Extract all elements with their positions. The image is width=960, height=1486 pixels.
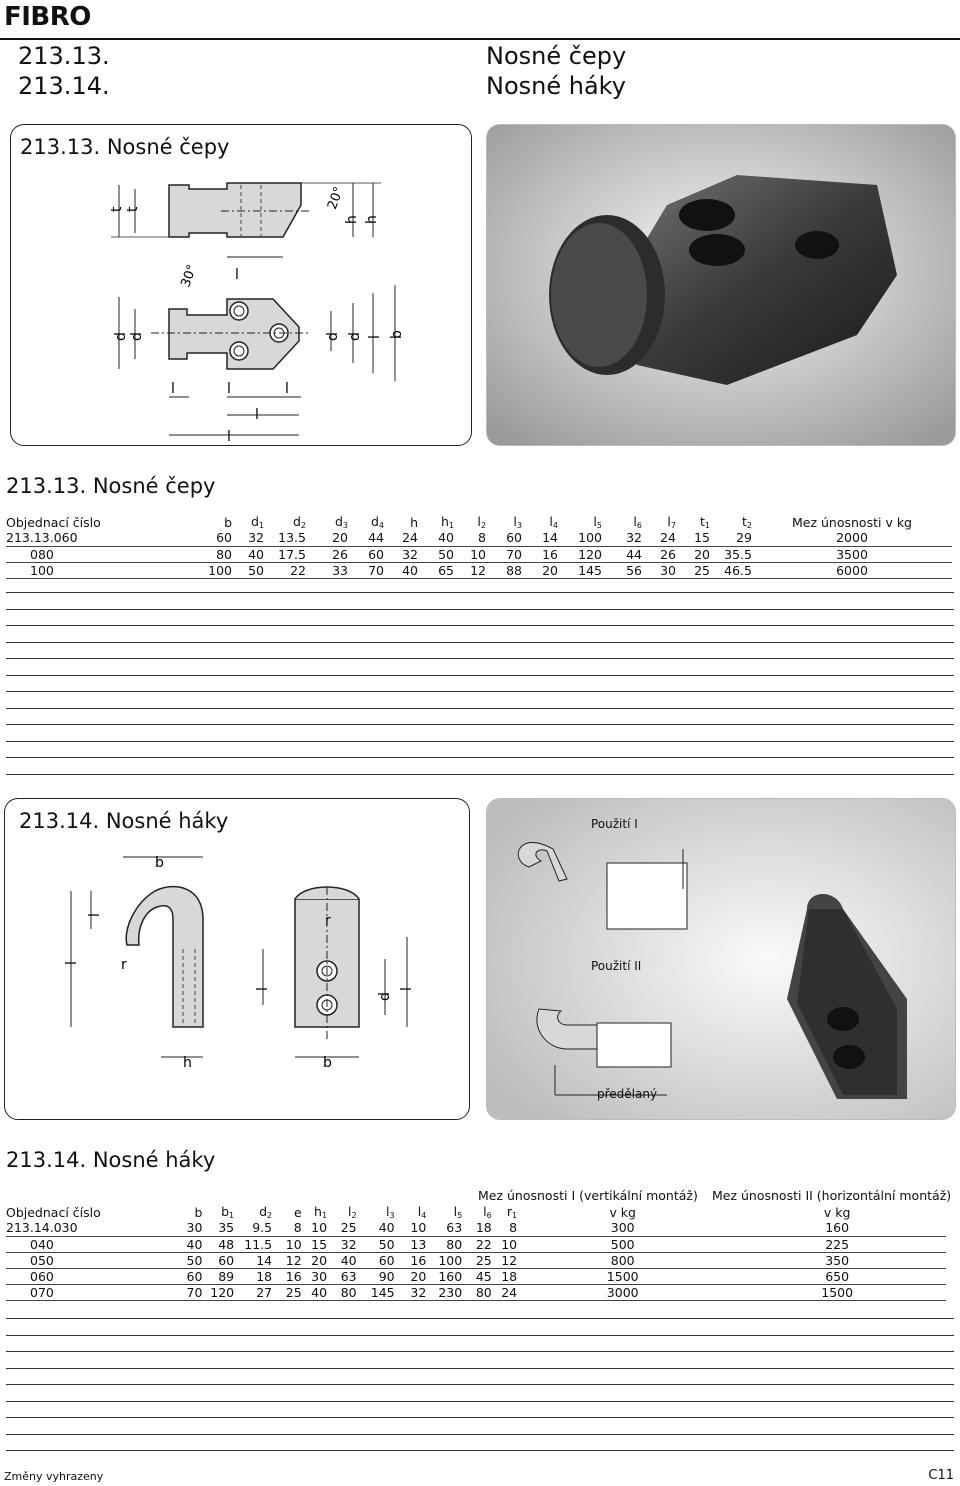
blank-rule [6,1434,954,1435]
hooks-cell: 160 [728,1220,946,1236]
usage-1-label: Použití I [591,817,638,831]
hooks-cell: 63 [327,1268,357,1284]
pins-cell: 100 [6,562,196,578]
table-row [6,530,952,546]
table-row [6,1284,946,1300]
blank-rule [6,609,954,610]
hooks-cell: 20 [395,1268,427,1284]
blank-rule [6,592,954,593]
pins-cell: 88 [486,562,522,578]
hooks-cell: 80 [426,1236,462,1252]
blank-rule [6,1335,954,1336]
hooks-cell: 25 [272,1284,302,1300]
hooks-cell: 350 [728,1252,946,1268]
hooks-cell: 18 [462,1220,492,1236]
pins-cell: 33 [306,562,348,578]
svg-text:d: d [325,332,341,341]
svg-text:l: l [64,961,80,965]
svg-text:l: l [285,381,289,397]
blank-rule [6,1384,954,1385]
pins-header-cell: $d_3$ [334,514,348,530]
hooks-cell: 40 [357,1220,395,1236]
svg-text:d: d [377,992,393,1001]
pins-cell: 29 [710,530,752,546]
pins-header-cell: h [410,514,418,530]
table-row [6,562,952,578]
hooks-cell: 12 [272,1252,302,1268]
pins-cell: 24 [642,530,676,546]
pins-cell: 6000 [752,562,952,578]
blank-rule [6,741,954,742]
hooks-table [6,1204,946,1301]
svg-text:l: l [227,381,231,397]
hooks-cell: 40 [327,1252,357,1268]
section-title-pins: 213.13. Nosné čepy [6,474,216,498]
hooks-header-cell: $d_2$ [259,1204,273,1220]
pins-cell: 40 [418,530,454,546]
svg-text:h: h [364,215,380,224]
blank-rule [6,757,954,758]
pins-header-cell: Objednací číslo [6,514,101,530]
hooks-cell: 10 [492,1236,517,1252]
hooks-cell: 80 [462,1284,492,1300]
hooks-header-cell: $r_1$ [506,1204,518,1220]
pins-cell: 26 [306,546,348,562]
hooks-cell: 14 [234,1252,272,1268]
panel-title: 213.13. Nosné čepy [20,135,230,159]
hooks-header-cell: $l_6$ [483,1204,492,1220]
pins-header-cell: b [224,514,232,530]
pins-cell: 80 [196,546,232,562]
pins-cell: 44 [602,546,642,562]
pins-cell: 60 [486,530,522,546]
hooks-cell: 60 [164,1268,202,1284]
svg-text:l: l [399,987,415,991]
svg-text:t: t [125,206,141,212]
footer-disclaimer: Změny vyhrazeny [4,1470,104,1483]
svg-text:l: l [255,407,259,423]
pins-cell: 2000 [752,530,952,546]
svg-text:l: l [255,987,271,991]
pin-photo-panel [486,124,956,446]
angle-20-label: 20° [325,184,348,212]
hooks-cell: 50 [164,1252,202,1268]
pins-cell: 14 [522,530,558,546]
hooks-header-cell: $l_2$ [348,1204,357,1220]
header-title-2: Nosné háky [486,72,626,100]
hooks-cell: 13 [395,1236,427,1252]
pins-cell: 60 [196,530,232,546]
svg-text:l: l [227,429,231,445]
hooks-cell: 10 [395,1220,427,1236]
blank-rule [6,625,954,626]
hooks-cell: 16 [272,1268,302,1284]
blank-rule [6,1417,954,1418]
pins-header-cell: $d_2$ [292,514,306,530]
pins-header-cell: $t_2$ [742,514,752,530]
pins-header-cell: $h_1$ [440,514,454,530]
blank-rule [6,658,954,659]
svg-text:l: l [87,913,103,917]
svg-text:b: b [389,330,405,339]
hooks-header-cell: v kg [823,1204,851,1220]
hooks-cell: 32 [327,1236,357,1252]
hooks-header-cell: e [293,1204,302,1220]
blank-rule [6,691,954,692]
pins-cell: 30 [642,562,676,578]
pins-cell: 26 [642,546,676,562]
pins-cell: 20 [306,530,348,546]
svg-text:h: h [183,1055,192,1071]
pins-cell: 8 [454,530,486,546]
hooks-cell: 80 [327,1284,357,1300]
hook-technical-drawing [5,799,469,1119]
hooks-cell: 060 [6,1268,164,1284]
hooks-cell: 45 [462,1268,492,1284]
table-row [6,1268,946,1284]
hooks-cell: 12 [492,1252,517,1268]
header-number-1: 213.13. [18,42,110,70]
hooks-cell: 22 [462,1236,492,1252]
pin-technical-drawing [11,125,471,445]
pins-cell: 40 [384,562,418,578]
hooks-cell: 1500 [728,1284,946,1300]
usage-2-label: Použití II [591,959,642,973]
pins-cell: 3500 [752,546,952,562]
hooks-cell: 10 [272,1236,302,1252]
pins-cell: 65 [418,562,454,578]
pins-table [6,514,952,579]
hooks-cell: 18 [234,1268,272,1284]
pins-cell: 100 [196,562,232,578]
pins-header-cell: $d_1$ [250,514,264,530]
hooks-header-cell: $h_1$ [314,1204,328,1220]
pins-cell: 20 [522,562,558,578]
hooks-header-cell: $l_4$ [417,1204,427,1220]
hooks-cell: 63 [426,1220,462,1236]
brand-logo: FIBRO [4,2,91,32]
pins-cell: 46.5 [710,562,752,578]
pins-cell: 32 [384,546,418,562]
hooks-cell: 800 [517,1252,728,1268]
svg-text:d: d [347,332,363,341]
svg-text:t: t [109,206,125,212]
hooks-cell: 30 [164,1220,202,1236]
table-row [6,1220,946,1236]
hooks-header-cell: b [194,1204,203,1220]
pin-drawing-panel [10,124,472,446]
hooks-cell: 100 [426,1252,462,1268]
pins-cell: 70 [486,546,522,562]
hooks-cell: 48 [202,1236,234,1252]
pins-cell: 15 [676,530,710,546]
pins-cell: 44 [348,530,384,546]
section-title-hooks: 213.14. Nosné háky [6,1148,216,1172]
pins-cell: 24 [384,530,418,546]
pins-header-cell: $l_4$ [549,514,558,530]
pins-cell: 25 [676,562,710,578]
pins-header-cell: $t_1$ [700,514,710,530]
load2-header: Mez únosnosti II (horizontální montáž) [712,1188,952,1203]
hooks-cell: 1500 [517,1268,728,1284]
hooks-cell: 24 [492,1284,517,1300]
load1-header: Mez únosnosti I (vertikální montáž) [478,1188,698,1203]
hooks-cell: 60 [357,1252,395,1268]
angle-30-label: 30° [178,262,201,290]
header-rule [0,38,960,40]
hooks-cell: 20 [302,1252,327,1268]
pins-cell: 32 [602,530,642,546]
hooks-header-cell: $b_1$ [221,1204,235,1220]
blank-rule [6,1450,954,1451]
hooks-cell: 3000 [517,1284,728,1300]
hooks-cell: 70 [164,1284,202,1300]
hooks-header-cell: $l_3$ [386,1204,395,1220]
blank-rule [6,1318,954,1319]
hooks-cell: 9.5 [234,1220,272,1236]
svg-text:h: h [344,215,360,224]
blank-rule [6,724,954,725]
table-row [6,546,952,562]
hooks-cell: 11.5 [234,1236,272,1252]
panel-title-hooks: 213.14. Nosné háky [19,809,229,833]
hooks-cell: 160 [426,1268,462,1284]
header-title-1: Nosné čepy [486,42,627,70]
pins-cell: 40 [232,546,264,562]
pins-cell: 22 [264,562,306,578]
hooks-cell: 35 [202,1220,234,1236]
dim-l7-label: l [235,267,239,283]
svg-text:b: b [323,1055,332,1071]
blank-rule [6,642,954,643]
hooks-cell: 040 [6,1236,164,1252]
pins-cell: 13.5 [264,530,306,546]
pins-cell: 20 [676,546,710,562]
hooks-cell: 50 [357,1236,395,1252]
blank-rule [6,1351,954,1352]
svg-text:l: l [171,381,175,397]
hooks-cell: 8 [492,1220,517,1236]
hooks-cell: 32 [395,1284,427,1300]
hooks-cell: 070 [6,1284,164,1300]
pins-cell: 35.5 [710,546,752,562]
pins-cell: 12 [454,562,486,578]
hooks-cell: 145 [357,1284,395,1300]
pins-cell: 213.13.060 [6,530,196,546]
pins-cell: 50 [232,562,264,578]
pins-header-cell: Mez únosnosti v kg [792,514,912,530]
pins-cell: 120 [558,546,602,562]
pins-cell: 145 [558,562,602,578]
hooks-header-cell: $l_5$ [453,1204,463,1220]
hooks-cell: 650 [728,1268,946,1284]
hooks-cell: 30 [302,1268,327,1284]
hooks-cell: 213.14.030 [6,1220,164,1236]
pins-cell: 32 [232,530,264,546]
svg-text:d: d [113,332,129,341]
pins-header-cell: $l_6$ [633,514,642,530]
hooks-cell: 40 [164,1236,202,1252]
hooks-header-cell: Objednací číslo [6,1204,101,1220]
pins-header-cell: $l_3$ [513,514,522,530]
header-number-2: 213.14. [18,72,110,100]
hooks-cell: 225 [728,1236,946,1252]
svg-text:r: r [121,957,127,973]
hooks-cell: 90 [357,1268,395,1284]
hook-usage-drawing [487,799,955,1119]
pins-cell: 56 [602,562,642,578]
pins-cell: 080 [6,546,196,562]
pins-cell: 10 [454,546,486,562]
hooks-cell: 40 [302,1284,327,1300]
svg-text:r: r [325,913,331,929]
hooks-cell: 25 [462,1252,492,1268]
pins-header-cell: $d_4$ [370,514,384,530]
pins-cell: 70 [348,562,384,578]
blank-rule [6,1401,954,1402]
hooks-cell: 60 [202,1252,234,1268]
pins-cell: 16 [522,546,558,562]
hooks-cell: 8 [272,1220,302,1236]
hooks-cell: 25 [327,1220,357,1236]
blank-rule [6,774,954,775]
table-row [6,1252,946,1268]
pins-header-cell: $l_2$ [477,514,486,530]
pins-header-cell: $l_5$ [593,514,602,530]
hooks-cell: 10 [302,1220,327,1236]
table-row [6,1236,946,1252]
pins-cell: 17.5 [264,546,306,562]
hooks-header-cell: v kg [609,1204,636,1220]
blank-rule [6,1368,954,1369]
svg-text:l: l [367,335,383,339]
svg-text:d: d [129,332,145,341]
blank-rule [6,708,954,709]
pins-cell: 100 [558,530,602,546]
hooks-cell: 050 [6,1252,164,1268]
svg-text:b: b [155,855,164,871]
hooks-cell: 18 [492,1268,517,1284]
hooks-cell: 27 [234,1284,272,1300]
page-number: C11 [928,1468,954,1483]
hooks-cell: 230 [426,1284,462,1300]
hooks-cell: 15 [302,1236,327,1252]
pins-cell: 50 [418,546,454,562]
hook-drawing-panel [4,798,470,1120]
hook-usage-panel [486,798,956,1120]
pins-cell: 60 [348,546,384,562]
pin-photo [487,125,955,445]
hooks-cell: 16 [395,1252,427,1268]
hooks-cell: 89 [202,1268,234,1284]
hooks-cell: 120 [202,1284,234,1300]
hooks-cell: 300 [517,1220,728,1236]
hooks-cell: 500 [517,1236,728,1252]
pins-header-cell: $l_7$ [667,514,676,530]
blank-rule [6,675,954,676]
modified-label: předělaný [597,1087,658,1101]
